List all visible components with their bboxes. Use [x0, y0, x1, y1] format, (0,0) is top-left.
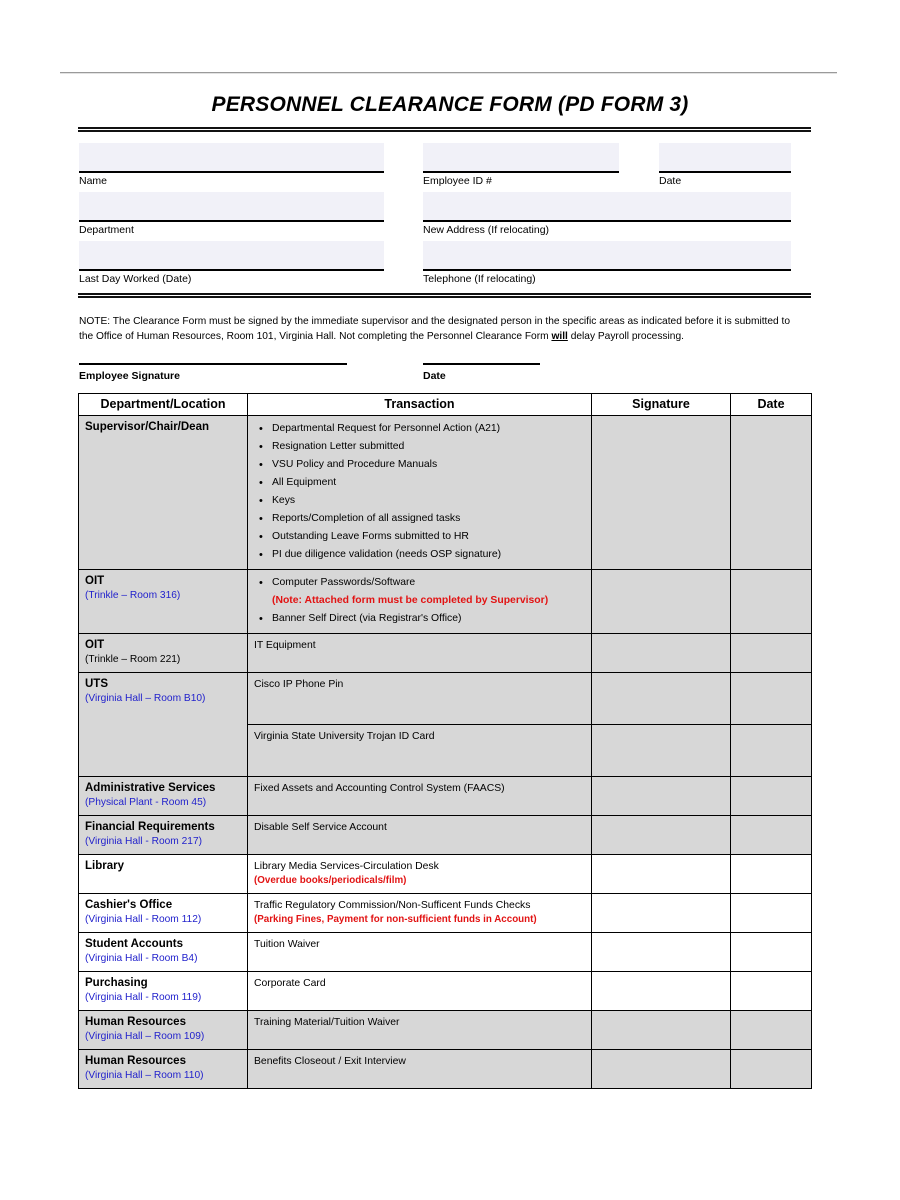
list-item: • All Equipment	[270, 474, 585, 492]
transaction-text: IT Equipment	[254, 640, 316, 651]
department-name: Human Resources	[85, 1055, 186, 1067]
cell-signature[interactable]	[592, 725, 731, 777]
department-location: (Physical Plant - Room 45)	[85, 797, 207, 808]
cell-signature[interactable]	[592, 673, 731, 725]
cell-transaction	[248, 1050, 592, 1089]
department-name: Cashier's Office	[85, 899, 173, 911]
cell-signature[interactable]	[592, 816, 731, 855]
table-row	[79, 972, 812, 1011]
cell-transaction	[248, 570, 592, 634]
list-item: • Keys	[270, 492, 585, 510]
transaction-warning-note: (Note: Attached form must be completed by Supervisor)	[272, 595, 549, 606]
cell-department	[79, 570, 248, 634]
cell-department	[79, 673, 248, 777]
cell-signature[interactable]	[592, 972, 731, 1011]
field-new-address[interactable]	[423, 192, 791, 237]
cell-transaction	[248, 855, 592, 894]
cell-department	[79, 416, 248, 570]
cell-department	[79, 777, 248, 816]
cell-signature[interactable]	[592, 933, 731, 972]
table-row	[79, 634, 812, 673]
signature-date-line[interactable]	[423, 363, 540, 365]
department-name: Student Accounts	[85, 938, 183, 950]
clearance-table	[78, 393, 812, 1089]
cell-signature[interactable]	[592, 777, 731, 816]
cell-department	[79, 816, 248, 855]
cell-department	[79, 855, 248, 894]
column-header-department: Department/Location	[79, 394, 248, 416]
list-item: • Reports/Completion of all assigned tasks	[270, 510, 585, 528]
top-double-rule	[78, 127, 811, 132]
column-header-transaction: Transaction	[248, 394, 592, 416]
list-item: • Banner Self Direct (via Registrar's Office)	[270, 610, 585, 628]
note-emphasis: will	[551, 330, 568, 342]
department-location: (Trinkle – Room 316)	[85, 590, 181, 601]
cell-date[interactable]	[731, 725, 812, 777]
field-label-employee-id: Employee ID #	[423, 174, 492, 187]
transaction-text: Traffic Regulatory Commission/Non-Sufficent Funds Checks	[254, 900, 531, 911]
page-title: PERSONNEL CLEARANCE FORM (PD FORM 3)	[211, 93, 689, 116]
department-location: (Virginia Hall - Room B4)	[85, 953, 198, 964]
cell-signature[interactable]	[592, 894, 731, 933]
field-label-new-address: New Address (If relocating)	[423, 223, 550, 236]
department-name: OIT	[85, 575, 105, 587]
transaction-bullet-list	[254, 574, 585, 628]
cell-transaction	[248, 933, 592, 972]
note-text-part2: delay Payroll processing.	[567, 330, 684, 342]
field-label-department: Department	[79, 223, 134, 236]
field-label-last-day-worked: Last Day Worked (Date)	[79, 272, 192, 285]
cell-date[interactable]	[731, 855, 812, 894]
cell-transaction	[248, 894, 592, 933]
department-location: (Virginia Hall – Room 110)	[85, 1070, 204, 1081]
table-row	[79, 855, 812, 894]
list-item: • Outstanding Leave Forms submitted to HR	[270, 528, 585, 546]
department-name: Library	[85, 860, 124, 872]
cell-department	[79, 1050, 248, 1089]
table-row	[79, 416, 812, 570]
cell-date[interactable]	[731, 1011, 812, 1050]
cell-signature[interactable]	[592, 855, 731, 894]
list-item: • PI due diligence validation (needs OSP signature)	[270, 546, 585, 564]
list-item: • Resignation Letter submitted	[270, 438, 585, 456]
table-row	[79, 894, 812, 933]
transaction-bullet-list	[254, 420, 585, 564]
department-location: (Virginia Hall - Room 119)	[85, 992, 202, 1003]
cell-signature[interactable]	[592, 570, 731, 634]
cell-transaction	[248, 673, 592, 725]
transaction-text: Corporate Card	[254, 978, 326, 989]
employee-signature-label: Employee Signature	[79, 370, 180, 382]
cell-department	[79, 634, 248, 673]
transaction-warning-note: (Overdue books/periodicals/film)	[254, 875, 407, 886]
cell-transaction	[248, 816, 592, 855]
cell-signature[interactable]	[592, 634, 731, 673]
field-label-telephone: Telephone (If relocating)	[423, 272, 536, 285]
cell-date[interactable]	[731, 816, 812, 855]
cell-date[interactable]	[731, 777, 812, 816]
cell-date[interactable]	[731, 416, 812, 570]
cell-transaction	[248, 725, 592, 777]
cell-department	[79, 1011, 248, 1050]
list-item: • Departmental Request for Personnel Action (A21)	[270, 420, 585, 438]
field-label-date: Date	[659, 174, 682, 187]
header-divider	[60, 72, 837, 73]
field-date[interactable]	[659, 143, 791, 188]
table-header-row	[79, 394, 812, 416]
cell-date[interactable]	[731, 673, 812, 725]
department-location: (Trinkle – Room 221)	[85, 654, 181, 665]
transaction-text: Cisco IP Phone Pin	[254, 679, 344, 690]
department-name: OIT	[85, 639, 105, 651]
cell-transaction	[248, 972, 592, 1011]
transaction-text: Disable Self Service Account	[254, 822, 387, 833]
table-row	[79, 673, 812, 725]
transaction-text: Fixed Assets and Accounting Control System (FAACS)	[254, 783, 505, 794]
department-name: UTS	[85, 678, 108, 690]
cell-transaction	[248, 634, 592, 673]
cell-signature[interactable]	[592, 1050, 731, 1089]
department-name: Purchasing	[85, 977, 148, 989]
transaction-text: Benefits Closeout / Exit Interview	[254, 1056, 406, 1067]
column-header-signature: Signature	[592, 394, 731, 416]
cell-date[interactable]	[731, 634, 812, 673]
cell-date[interactable]	[731, 933, 812, 972]
department-location: (Virginia Hall – Room B10)	[85, 693, 206, 704]
employee-signature-line[interactable]	[79, 363, 347, 365]
cell-date[interactable]	[731, 1050, 812, 1089]
cell-transaction	[248, 1011, 592, 1050]
department-location: (Virginia Hall - Room 217)	[85, 836, 203, 847]
department-location: (Virginia Hall – Room 109)	[85, 1031, 205, 1042]
note-text-part1: NOTE: The Clearance Form must be signed by the immediate supervisor and the designated person in the specific areas as indicated before it is submitted to the Office of Human Resources, Room 101, Virginia Hall. Not completing the Personnel Clearance Form	[79, 316, 791, 342]
transaction-text: Tuition Waiver	[254, 939, 320, 950]
cell-date[interactable]	[731, 972, 812, 1011]
transaction-warning-note: (Parking Fines, Payment for non-sufficient funds in Account)	[254, 914, 537, 925]
field-last-day-worked[interactable]	[79, 241, 384, 286]
table-row	[79, 570, 812, 634]
cell-transaction	[248, 416, 592, 570]
cell-signature[interactable]	[592, 1011, 731, 1050]
field-telephone[interactable]	[423, 241, 791, 286]
signature-date-label: Date	[423, 370, 446, 382]
list-item: • Computer Passwords/Software	[270, 574, 585, 592]
field-name[interactable]	[79, 143, 384, 188]
cell-transaction	[248, 777, 592, 816]
list-item: • VSU Policy and Procedure Manuals	[270, 456, 585, 474]
field-employee-id[interactable]	[423, 143, 619, 188]
note-paragraph	[79, 315, 791, 344]
transaction-text: Training Material/Tuition Waiver	[254, 1017, 400, 1028]
cell-department	[79, 972, 248, 1011]
table-row	[79, 1011, 812, 1050]
table-row	[79, 816, 812, 855]
transaction-text: Virginia State University Trojan ID Card	[254, 731, 435, 742]
field-label-name: Name	[79, 174, 108, 187]
table-row	[79, 1050, 812, 1089]
department-location: (Virginia Hall - Room 112)	[85, 914, 202, 925]
cell-department	[79, 894, 248, 933]
table-row	[79, 933, 812, 972]
transaction-text: Library Media Services-Circulation Desk	[254, 861, 439, 872]
table-row	[79, 777, 812, 816]
cell-department	[79, 933, 248, 972]
department-name: Human Resources	[85, 1016, 186, 1028]
cell-date[interactable]	[731, 570, 812, 634]
bottom-double-rule	[78, 293, 811, 298]
department-name: Financial Requirements	[85, 821, 215, 833]
cell-date[interactable]	[731, 894, 812, 933]
column-header-date: Date	[731, 394, 812, 416]
department-name: Supervisor/Chair/Dean	[85, 421, 209, 433]
cell-signature[interactable]	[592, 416, 731, 570]
field-department[interactable]	[79, 192, 384, 237]
department-name: Administrative Services	[85, 782, 216, 794]
